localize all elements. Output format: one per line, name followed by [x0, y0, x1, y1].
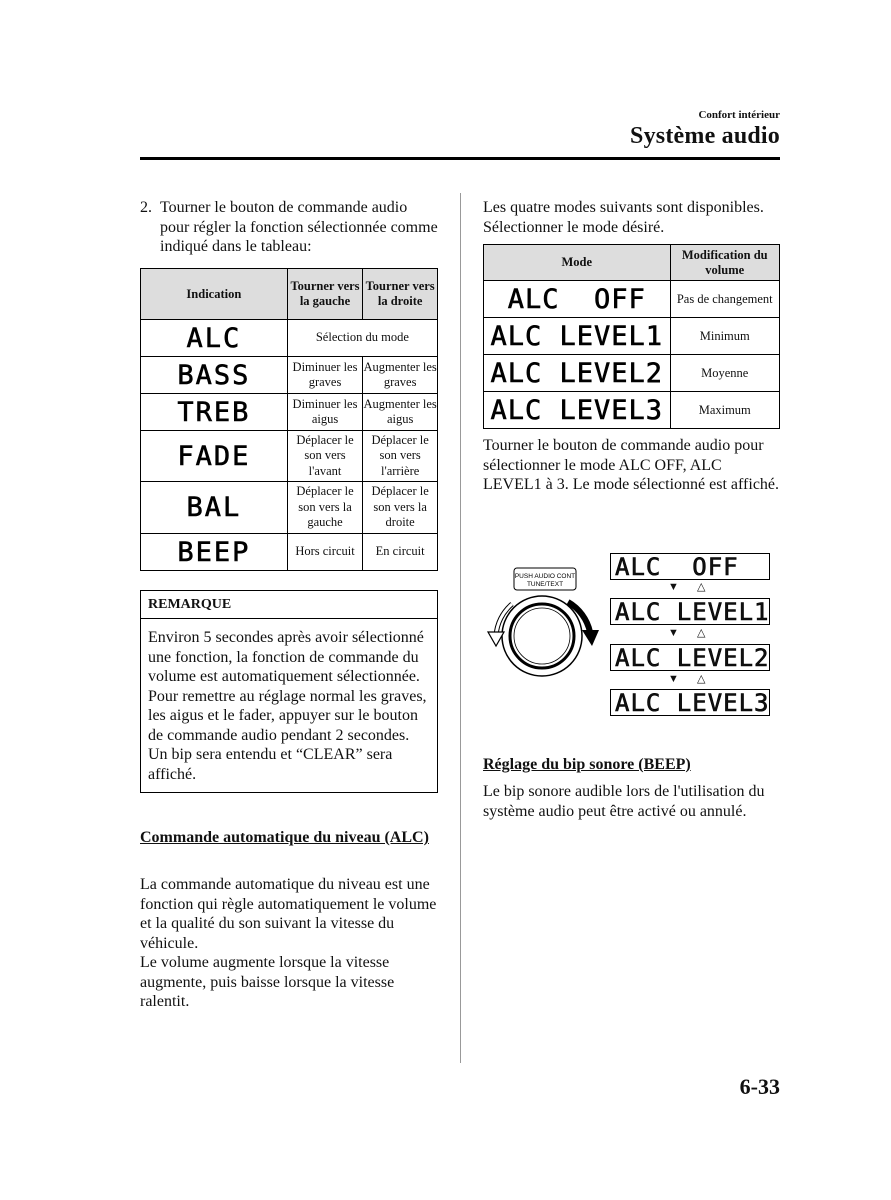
table-header-row	[484, 245, 780, 281]
header-rule	[140, 157, 780, 160]
modes-intro: Les quatre modes suivants sont disponibles. Sélectionner le mode désiré.	[483, 199, 764, 236]
alc-paragraph-2: Le volume augmente lorsque la vitesse augmente, puis baisse lorsque la vitesse ralentit.	[140, 954, 395, 1010]
table-row	[484, 355, 780, 392]
alc-paragraph-1: La commande automatique du niveau est une fonction qui règle automatiquement le volume et la qualité du son suivant la vitesse du véhicule.	[140, 876, 437, 952]
mode-cell: ALC LEVEL2	[484, 355, 671, 392]
mode-table	[483, 244, 780, 429]
right-action-cell: En circuit	[363, 534, 438, 571]
indication-cell: BEEP	[141, 534, 288, 571]
left-action-cell: Diminuer les graves	[287, 357, 363, 394]
step-item	[140, 198, 440, 257]
table-row	[484, 281, 780, 318]
left-action-cell: Sélection du mode	[287, 320, 437, 357]
audio-knob-illustration	[482, 548, 612, 720]
knob-diagram	[482, 548, 782, 720]
left-action-cell: Hors circuit	[287, 534, 363, 571]
alc-display-level3: ALC LEVEL3	[610, 689, 770, 716]
arrow-up-icon: △	[697, 581, 706, 593]
arrow-up-icon: △	[697, 627, 706, 639]
right-action-cell: Augmenter les graves	[363, 357, 438, 394]
table-row	[484, 318, 780, 355]
beep-text: Le bip sonore audible lors de l'utilisation du système audio peut être activé ou annulé.	[483, 783, 765, 820]
alc-display-level2: ALC LEVEL2	[610, 644, 770, 671]
indication-cell: BASS	[141, 357, 288, 394]
right-action-cell: Augmenter les aigus	[363, 394, 438, 431]
knob-label-line2: TUNE/TEXT	[526, 581, 564, 588]
header-mode: Mode	[484, 245, 671, 281]
audio-knob	[510, 604, 574, 668]
header-volume: Modification du volume	[670, 245, 780, 281]
mode-cell: ALC LEVEL3	[484, 392, 671, 429]
left-action-cell: Diminuer les aigus	[287, 394, 363, 431]
indication-cell: ALC	[141, 320, 288, 357]
table-row	[141, 431, 438, 482]
alc-display-off: ALC OFF	[610, 553, 770, 580]
table-row	[141, 534, 438, 571]
section-label: Confort intérieur	[698, 109, 780, 121]
arrow-up-icon: △	[697, 673, 706, 685]
mode-cell: ALC LEVEL1	[484, 318, 671, 355]
page-number: 6-33	[739, 1074, 780, 1099]
indication-cell: BAL	[141, 482, 288, 534]
page-title: Système audio	[630, 123, 780, 149]
note-box	[140, 590, 438, 793]
arrow-down-icon: ▼	[668, 627, 679, 639]
mode-selection-text: Tourner le bouton de commande audio pour sélectionner le mode ALC OFF, ALC LEVEL1 à 3. Le mode sélectionné est affiché.	[483, 437, 780, 493]
table-header-row	[141, 269, 438, 320]
header-turn-left: Tourner vers la gauche	[287, 269, 363, 320]
volume-cell: Minimum	[670, 318, 780, 355]
left-action-cell: Déplacer le son vers l'avant	[287, 431, 363, 482]
header-indication: Indication	[141, 269, 288, 320]
beep-heading: Réglage du bip sonore (BEEP)	[483, 756, 691, 773]
right-action-cell: Déplacer le son vers l'arrière	[363, 431, 438, 482]
indication-cell: FADE	[141, 431, 288, 482]
alc-display-level1: ALC LEVEL1	[610, 598, 770, 625]
volume-cell: Pas de changement	[670, 281, 780, 318]
header-turn-right: Tourner vers la droite	[363, 269, 438, 320]
indication-cell: TREB	[141, 394, 288, 431]
note-title: REMARQUE	[141, 591, 437, 619]
alc-heading: Commande automatique du niveau (ALC)	[140, 829, 429, 846]
left-action-cell: Déplacer le son vers la gauche	[287, 482, 363, 534]
arrow-down-icon: ▼	[668, 581, 679, 593]
indication-table	[140, 268, 438, 571]
volume-cell: Maximum	[670, 392, 780, 429]
step-number: 2.	[140, 199, 152, 216]
clockwise-arrow-icon	[582, 630, 599, 646]
table-row	[484, 392, 780, 429]
table-row	[141, 320, 438, 357]
alc-section-body	[140, 875, 440, 1012]
step-text: Tourner le bouton de commande audio pour régler la fonction sélectionnée comme indiqué dans le tableau:	[160, 199, 438, 255]
table-row	[141, 482, 438, 534]
right-action-cell: Déplacer le son vers la droite	[363, 482, 438, 534]
mode-cell: ALC OFF	[484, 281, 671, 318]
volume-cell: Moyenne	[670, 355, 780, 392]
column-divider	[460, 193, 461, 1063]
arrow-down-icon: ▼	[668, 673, 679, 685]
note-text: Environ 5 secondes après avoir sélectionné une fonction, la fonction de commande du volume est automatiquement sélectionnée. Pour remettre au réglage normal les graves, les aigus et le fader, appuyer sur le bouton de commande audio pendant 2 secondes. Un bip sera entendu et “CLEAR” sera affiché.	[148, 629, 427, 783]
knob-label-line1: PUSH AUDIO CONT	[514, 573, 576, 580]
table-row	[141, 394, 438, 431]
table-row	[141, 357, 438, 394]
